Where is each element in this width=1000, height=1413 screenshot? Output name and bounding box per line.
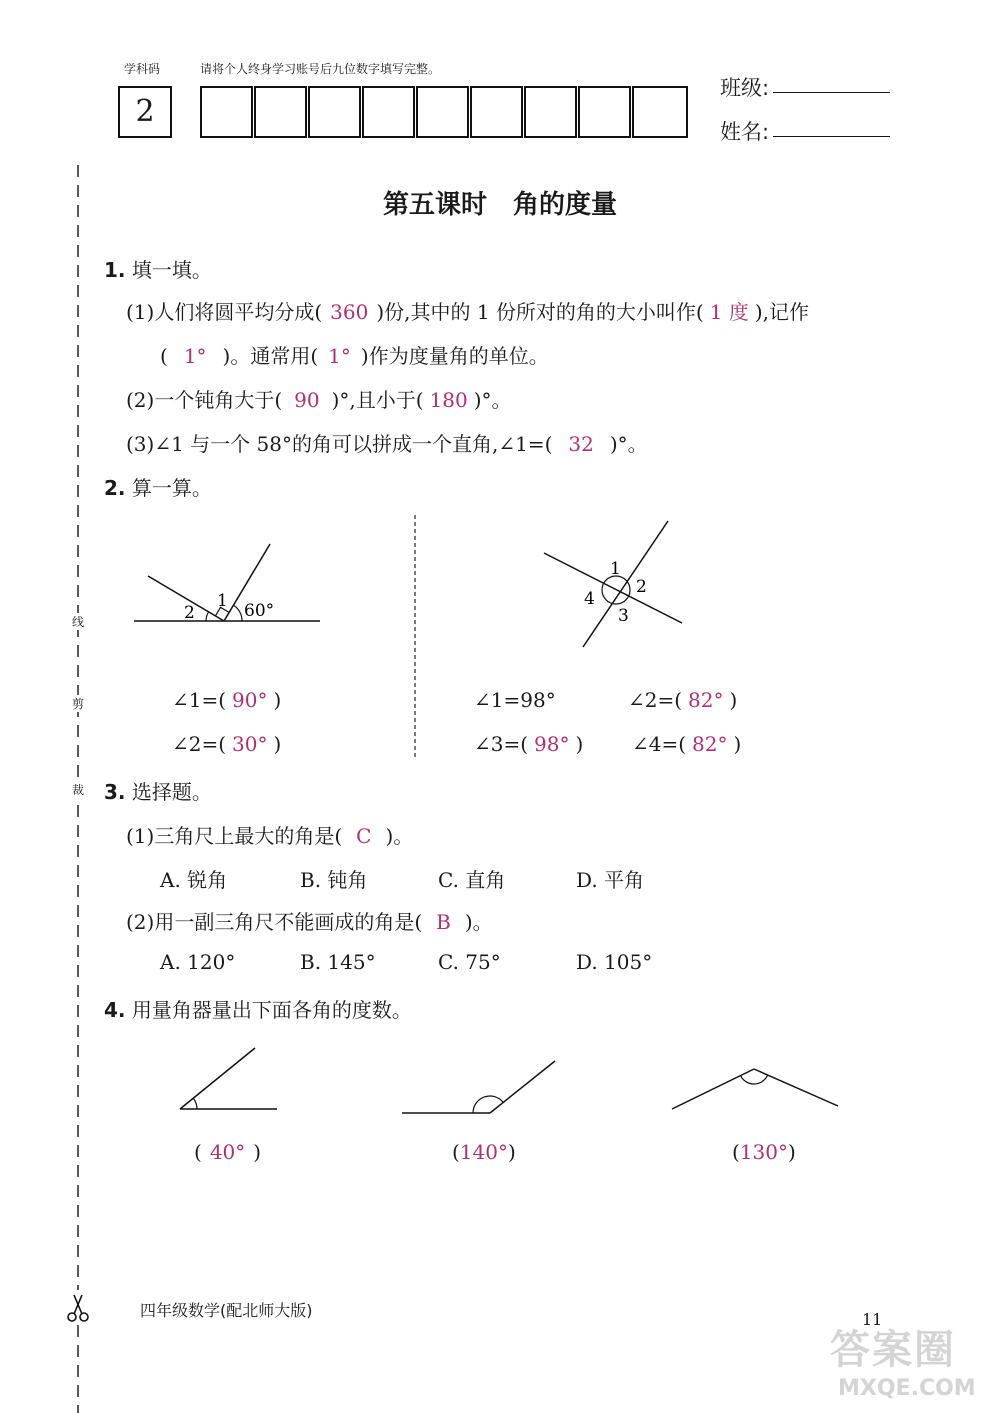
q2-right-row-3 [474, 732, 583, 756]
q2-text: ∠1=( [172, 688, 227, 712]
q3-sub-1 [126, 820, 413, 849]
q4-title: 用量角器量出下面各角的度数。 [131, 998, 412, 1022]
q3-title: 选择题。 [131, 780, 212, 804]
class-label: 班级: [720, 76, 770, 100]
angle-label-3: 3 [618, 606, 629, 626]
q4-angle-3 [668, 1062, 843, 1112]
q1-line-2 [160, 340, 549, 369]
q2-right-row-2 [628, 688, 737, 712]
q3-answer-2[interactable]: B [436, 910, 451, 934]
subject-code-box [118, 86, 172, 138]
q2-divider [413, 515, 417, 760]
q1-text: )°。 [609, 432, 648, 456]
q1-heading [104, 254, 212, 283]
q2-left-row-1 [172, 688, 281, 712]
q3-text: (2)用一副三角尺不能画成的角是( [126, 910, 423, 934]
q4-answer-value-3[interactable]: 130° [739, 1140, 788, 1164]
digit-box-2[interactable] [254, 86, 307, 138]
digit-box-6[interactable] [470, 86, 523, 138]
q2-text: ) [575, 732, 584, 756]
q4-paren: ) [508, 1140, 516, 1164]
q1-text: (1)人们将圆平均分成( [126, 300, 323, 324]
q1-text: (2)一个钝角大于( [126, 388, 283, 412]
watermark-logo: 答案圈 [830, 1327, 956, 1373]
scissors-icon [65, 1293, 91, 1323]
q4-answer-value-2[interactable]: 140° [459, 1140, 508, 1164]
q1-answer-symbol[interactable]: 1° [183, 344, 207, 368]
q4-answer-value-1[interactable]: 40° [209, 1140, 246, 1164]
q3-opt-1d[interactable]: D. 平角 [576, 868, 645, 892]
q2-right-row-4 [632, 732, 741, 756]
angle-label-4: 4 [584, 589, 595, 609]
q2-text: ∠2=( [172, 732, 227, 756]
q1-text: )°。 [473, 388, 512, 412]
q2-text: ∠4=( [632, 732, 687, 756]
q1-title: 填一填。 [131, 258, 212, 282]
q2-text: ) [729, 688, 738, 712]
q1-answer-unit[interactable]: 1° [328, 344, 351, 368]
subject-code-value: 2 [135, 94, 155, 129]
name-field[interactable] [773, 114, 890, 137]
q1-line-1 [126, 296, 809, 325]
q2-answer-angle3[interactable]: 98° [534, 732, 570, 756]
q4-answer-2 [452, 1140, 516, 1164]
q1-text: ( [160, 344, 168, 368]
name-label: 姓名: [720, 120, 770, 144]
q3-text: (1)三角尺上最大的角是( [126, 824, 343, 848]
q2-text: ) [273, 732, 282, 756]
page-number: 11 [862, 1310, 883, 1329]
q3-opt-2c[interactable]: C. 75° [438, 950, 501, 974]
q2-title: 算一算。 [131, 476, 212, 500]
q1-text: )份,其中的 1 份所对的角的大小叫作( [376, 300, 704, 324]
q4-number: 4. [104, 998, 126, 1022]
q2-figure-right [538, 515, 698, 655]
q2-number: 2. [104, 476, 126, 500]
q4-heading [104, 994, 412, 1023]
q1-answer-1-degree[interactable]: 1 度 [709, 300, 749, 324]
q4-paren: ( [452, 1140, 460, 1164]
q4-paren: ( [194, 1140, 202, 1164]
q3-opt-1c[interactable]: C. 直角 [438, 868, 506, 892]
q2-text: ∠3=( [474, 732, 529, 756]
arc-angle-60 [233, 605, 242, 621]
digit-box-1[interactable] [200, 86, 253, 138]
q1-text: )。通常用( [222, 344, 319, 368]
arc-angle-2 [206, 612, 209, 621]
q3-opt-2d[interactable]: D. 105° [576, 950, 653, 974]
q1-answer-90[interactable]: 90 [294, 388, 320, 412]
q2-answer-angle2[interactable]: 30° [232, 732, 268, 756]
page-title: 第五课时 角的度量 [382, 190, 617, 220]
q1-text: )°,且小于( [331, 388, 424, 412]
q1-answer-180[interactable]: 180 [429, 388, 468, 412]
q3-sub-2 [126, 906, 493, 935]
q3-text: )。 [385, 824, 414, 848]
q2-answer-angle4[interactable]: 82° [692, 732, 728, 756]
q1-number: 1. [104, 258, 126, 282]
q2-heading [104, 472, 212, 501]
book-title: 四年级数学(配北师大版) [140, 1301, 313, 1320]
cut-line-char-2: 剪 [68, 695, 88, 712]
q2-figure-left [128, 538, 348, 648]
q1-text: (3)∠1 与一个 58°的角可以拼成一个直角,∠1=( [126, 432, 553, 456]
q2-answer-angle2-right[interactable]: 82° [688, 688, 724, 712]
q3-number: 3. [104, 780, 126, 804]
digit-box-8[interactable] [578, 86, 631, 138]
q4-angle-1 [175, 1045, 285, 1115]
q1-answer-360[interactable]: 360 [330, 300, 369, 324]
q2-left-row-2 [172, 732, 281, 756]
cut-line-char-1: 线 [68, 613, 88, 630]
angle-label-1: 1 [610, 559, 621, 579]
angle-label-2: 2 [636, 577, 647, 597]
class-field[interactable] [773, 70, 890, 93]
q4-answer-1 [194, 1140, 261, 1164]
cut-line-char-3: 裁 [68, 781, 88, 798]
q4-paren: ) [788, 1140, 796, 1164]
angle-label-1: 1 [217, 591, 228, 611]
line-b [583, 521, 668, 647]
q4-paren: ) [253, 1140, 262, 1164]
q3-heading [104, 776, 212, 805]
angle-label-60: 60° [244, 601, 275, 621]
digit-box-7[interactable] [524, 86, 577, 138]
q2-text: ) [273, 688, 282, 712]
digit-box-9[interactable] [632, 86, 688, 138]
q2-text: ) [733, 732, 742, 756]
q2-answer-angle1[interactable]: 90° [232, 688, 268, 712]
q4-answer-3 [732, 1140, 796, 1164]
q4-paren: ( [732, 1140, 740, 1164]
q3-text: )。 [464, 910, 493, 934]
q1-line-4 [126, 428, 648, 457]
q1-line-3 [126, 384, 512, 413]
q2-right-row-1: ∠1=98° [474, 688, 556, 712]
angle-label-2: 2 [184, 603, 195, 623]
q3-opt-2a[interactable]: A. 120° [160, 950, 236, 974]
q1-text: )作为度量角的单位。 [360, 344, 549, 368]
q2-text: ∠2=( [628, 688, 683, 712]
subject-code-label: 学科码 [124, 62, 161, 76]
digit-box-3[interactable] [308, 86, 361, 138]
q3-opt-1b[interactable]: B. 钝角 [300, 868, 368, 892]
watermark-url: MXQE.COM [838, 1376, 976, 1401]
q4-angle-2 [398, 1058, 563, 1118]
q1-answer-32[interactable]: 32 [568, 432, 594, 456]
q3-opt-1a[interactable]: A. 锐角 [160, 868, 228, 892]
digit-box-5[interactable] [416, 86, 469, 138]
q3-opt-2b[interactable]: B. 145° [300, 950, 376, 974]
digit-box-4[interactable] [362, 86, 415, 138]
q3-answer-1[interactable]: C [356, 824, 372, 848]
q1-text: ),记作 [754, 300, 809, 324]
account-instruction: 请将个人终身学习账号后九位数字填写完整。 [200, 62, 441, 76]
